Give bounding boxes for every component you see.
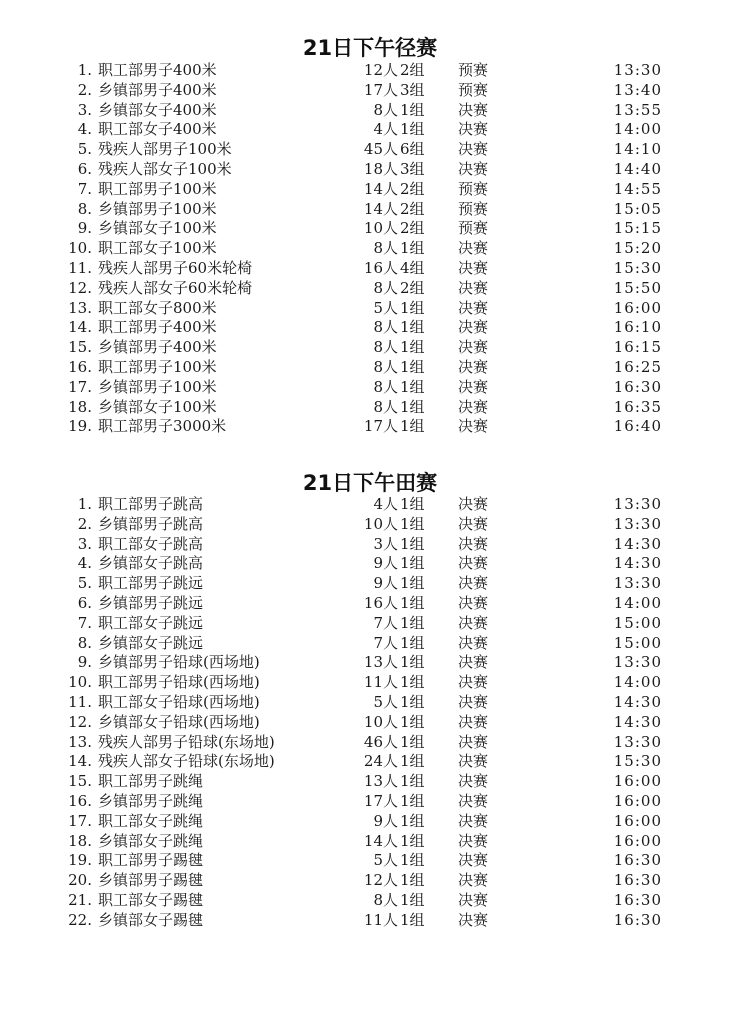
round-type: 决赛 bbox=[458, 140, 489, 159]
row-number: 17. bbox=[68, 377, 92, 396]
group-count: 1组 bbox=[400, 891, 425, 909]
participant-count: 13人 bbox=[363, 653, 398, 672]
track-title: 21日下午径赛 bbox=[302, 36, 438, 60]
round-type: 决赛 bbox=[458, 792, 489, 810]
participant-count: 17人 bbox=[363, 417, 398, 436]
schedule-row bbox=[0, 61, 750, 81]
schedule-row bbox=[0, 574, 750, 594]
start-time: 16:30 bbox=[613, 891, 662, 909]
round-type: 决赛 bbox=[458, 120, 489, 139]
round-type: 决赛 bbox=[458, 358, 489, 376]
row-number: 20. bbox=[68, 871, 92, 890]
participant-count: 5人 bbox=[373, 693, 398, 711]
schedule-row bbox=[0, 81, 750, 101]
group-count: 3组 bbox=[400, 160, 425, 178]
row-number: 1. bbox=[77, 495, 92, 513]
start-time: 15:50 bbox=[613, 278, 662, 297]
schedule-row bbox=[0, 200, 750, 220]
participant-count: 4人 bbox=[373, 495, 398, 513]
row-number: 21. bbox=[68, 891, 92, 909]
event-name: 乡镇部男子跳远 bbox=[98, 594, 204, 612]
event-name: 职工部男子跳高 bbox=[98, 495, 204, 513]
event-name: 职工部男子3000米 bbox=[98, 417, 227, 436]
group-count: 1组 bbox=[400, 358, 425, 376]
group-count: 2组 bbox=[400, 219, 425, 238]
group-count: 4组 bbox=[400, 259, 425, 277]
participant-count: 8人 bbox=[373, 338, 398, 357]
round-type: 决赛 bbox=[458, 278, 489, 297]
participant-count: 11人 bbox=[363, 910, 398, 929]
participant-count: 17人 bbox=[363, 792, 398, 810]
group-count: 1组 bbox=[400, 397, 425, 416]
group-count: 3组 bbox=[400, 80, 425, 99]
row-number: 6. bbox=[77, 160, 92, 178]
start-time: 14:00 bbox=[613, 673, 662, 692]
row-number: 6. bbox=[77, 594, 92, 612]
event-name: 残疾人部男子100米 bbox=[98, 140, 232, 159]
start-time: 14:30 bbox=[613, 534, 662, 553]
row-number: 5. bbox=[77, 140, 92, 159]
round-type: 决赛 bbox=[458, 574, 489, 593]
round-type: 决赛 bbox=[458, 377, 489, 396]
row-number: 16. bbox=[68, 792, 92, 810]
row-number: 13. bbox=[68, 298, 92, 317]
round-type: 决赛 bbox=[458, 851, 489, 870]
participant-count: 8人 bbox=[373, 358, 398, 376]
start-time: 15:00 bbox=[613, 613, 662, 632]
row-number: 10. bbox=[68, 239, 92, 258]
round-type: 预赛 bbox=[458, 179, 489, 198]
round-type: 决赛 bbox=[458, 417, 489, 436]
round-type: 决赛 bbox=[458, 160, 489, 178]
event-name: 职工部男子踢毽 bbox=[98, 851, 204, 870]
start-time: 14:30 bbox=[613, 693, 662, 711]
row-number: 9. bbox=[77, 219, 92, 238]
start-time: 14:40 bbox=[613, 160, 662, 178]
participant-count: 8人 bbox=[373, 397, 398, 416]
group-count: 1组 bbox=[400, 732, 425, 751]
schedule-row bbox=[0, 752, 750, 772]
round-type: 决赛 bbox=[458, 673, 489, 692]
round-type: 决赛 bbox=[458, 514, 489, 533]
schedule-row bbox=[0, 653, 750, 673]
schedule-row bbox=[0, 120, 750, 140]
group-count: 1组 bbox=[400, 831, 425, 850]
schedule-row bbox=[0, 911, 750, 931]
round-type: 预赛 bbox=[458, 219, 489, 238]
event-name: 乡镇部男子100米 bbox=[98, 199, 217, 218]
group-count: 1组 bbox=[400, 693, 425, 711]
event-name: 乡镇部男子跳绳 bbox=[98, 792, 204, 810]
row-number: 19. bbox=[68, 417, 92, 436]
round-type: 决赛 bbox=[458, 239, 489, 258]
group-count: 1组 bbox=[400, 318, 425, 337]
row-number: 2. bbox=[77, 514, 92, 533]
participant-count: 14人 bbox=[363, 199, 398, 218]
group-count: 1组 bbox=[400, 417, 425, 436]
event-name: 职工部男子铅球(西场地) bbox=[98, 673, 260, 692]
row-number: 13. bbox=[68, 732, 92, 751]
schedule-row bbox=[0, 535, 750, 555]
event-name: 职工部女子踢毽 bbox=[98, 891, 204, 909]
start-time: 13:30 bbox=[613, 732, 662, 751]
round-type: 决赛 bbox=[458, 534, 489, 553]
row-number: 18. bbox=[68, 397, 92, 416]
row-number: 3. bbox=[77, 100, 92, 119]
round-type: 决赛 bbox=[458, 772, 489, 791]
event-name: 职工部女子跳绳 bbox=[98, 811, 204, 830]
row-number: 7. bbox=[77, 613, 92, 632]
group-count: 1组 bbox=[400, 633, 425, 652]
participant-count: 10人 bbox=[363, 712, 398, 731]
event-name: 职工部女子100米 bbox=[98, 239, 217, 258]
schedule-row bbox=[0, 733, 750, 753]
round-type: 决赛 bbox=[458, 100, 489, 119]
group-count: 1组 bbox=[400, 910, 425, 929]
round-type: 决赛 bbox=[458, 831, 489, 850]
row-number: 22. bbox=[68, 910, 92, 929]
schedule-row bbox=[0, 318, 750, 338]
start-time: 16:35 bbox=[613, 397, 662, 416]
event-name: 职工部男子跳绳 bbox=[98, 772, 204, 791]
start-time: 16:00 bbox=[613, 772, 662, 791]
participant-count: 5人 bbox=[373, 298, 398, 317]
event-name: 乡镇部女子跳高 bbox=[98, 554, 204, 573]
row-number: 9. bbox=[77, 653, 92, 672]
group-count: 1组 bbox=[400, 851, 425, 870]
event-name: 残疾人部女子铅球(东场地) bbox=[98, 752, 275, 771]
event-name: 乡镇部男子踢毽 bbox=[98, 871, 204, 890]
row-number: 4. bbox=[77, 120, 92, 139]
group-count: 1组 bbox=[400, 239, 425, 258]
start-time: 13:30 bbox=[613, 495, 662, 513]
round-type: 决赛 bbox=[458, 752, 489, 771]
start-time: 14:30 bbox=[613, 712, 662, 731]
participant-count: 16人 bbox=[363, 594, 398, 612]
event-name: 乡镇部女子400米 bbox=[98, 100, 217, 119]
round-type: 决赛 bbox=[458, 259, 489, 277]
event-name: 职工部女子跳远 bbox=[98, 613, 204, 632]
start-time: 14:00 bbox=[613, 594, 662, 612]
group-count: 1组 bbox=[400, 871, 425, 890]
event-name: 乡镇部男子跳高 bbox=[98, 514, 204, 533]
round-type: 决赛 bbox=[458, 871, 489, 890]
row-number: 17. bbox=[68, 811, 92, 830]
row-number: 12. bbox=[68, 278, 92, 297]
field-title: 21日下午田赛 bbox=[302, 471, 438, 495]
start-time: 16:30 bbox=[613, 377, 662, 396]
participant-count: 46人 bbox=[363, 732, 398, 751]
round-type: 决赛 bbox=[458, 712, 489, 731]
start-time: 15:20 bbox=[613, 239, 662, 258]
schedule-row bbox=[0, 140, 750, 160]
start-time: 14:10 bbox=[613, 140, 662, 159]
participant-count: 8人 bbox=[373, 239, 398, 258]
round-type: 决赛 bbox=[458, 495, 489, 513]
round-type: 预赛 bbox=[458, 80, 489, 99]
row-number: 10. bbox=[68, 673, 92, 692]
row-number: 16. bbox=[68, 358, 92, 376]
event-name: 乡镇部女子跳绳 bbox=[98, 831, 204, 850]
start-time: 16:40 bbox=[613, 417, 662, 436]
start-time: 16:00 bbox=[613, 831, 662, 850]
round-type: 决赛 bbox=[458, 732, 489, 751]
row-number: 4. bbox=[77, 554, 92, 573]
participant-count: 8人 bbox=[373, 100, 398, 119]
row-number: 2. bbox=[77, 80, 92, 99]
participant-count: 9人 bbox=[373, 811, 398, 830]
row-number: 14. bbox=[68, 318, 92, 337]
event-name: 职工部女子跳高 bbox=[98, 534, 204, 553]
row-number: 7. bbox=[77, 179, 92, 198]
schedule-row bbox=[0, 338, 750, 358]
event-name: 残疾人部女子60米轮椅 bbox=[98, 278, 253, 297]
start-time: 15:00 bbox=[613, 633, 662, 652]
group-count: 2组 bbox=[400, 179, 425, 198]
group-count: 2组 bbox=[400, 61, 425, 79]
event-name: 乡镇部男子铅球(西场地) bbox=[98, 653, 260, 672]
schedule-row bbox=[0, 554, 750, 574]
group-count: 1组 bbox=[400, 377, 425, 396]
group-count: 2组 bbox=[400, 199, 425, 218]
event-name: 乡镇部女子踢毽 bbox=[98, 910, 204, 929]
group-count: 1组 bbox=[400, 673, 425, 692]
event-name: 职工部女子铅球(西场地) bbox=[98, 693, 260, 711]
start-time: 16:15 bbox=[613, 338, 662, 357]
schedule-row bbox=[0, 832, 750, 852]
participant-count: 24人 bbox=[363, 752, 398, 771]
participant-count: 10人 bbox=[363, 219, 398, 238]
group-count: 6组 bbox=[400, 140, 425, 159]
schedule-row bbox=[0, 693, 750, 713]
schedule-row bbox=[0, 515, 750, 535]
event-name: 残疾人部女子100米 bbox=[98, 160, 232, 178]
participant-count: 13人 bbox=[363, 772, 398, 791]
schedule-row bbox=[0, 634, 750, 654]
row-number: 3. bbox=[77, 534, 92, 553]
group-count: 1组 bbox=[400, 534, 425, 553]
row-number: 1. bbox=[77, 61, 92, 79]
group-count: 1组 bbox=[400, 772, 425, 791]
round-type: 预赛 bbox=[458, 199, 489, 218]
schedule-row bbox=[0, 378, 750, 398]
schedule-row bbox=[0, 713, 750, 733]
participant-count: 12人 bbox=[363, 61, 398, 79]
round-type: 决赛 bbox=[458, 811, 489, 830]
schedule-row bbox=[0, 180, 750, 200]
start-time: 15:30 bbox=[613, 259, 662, 277]
event-name: 职工部男子400米 bbox=[98, 318, 217, 337]
group-count: 1组 bbox=[400, 613, 425, 632]
schedule-row bbox=[0, 871, 750, 891]
schedule-row bbox=[0, 219, 750, 239]
participant-count: 12人 bbox=[363, 871, 398, 890]
participant-count: 8人 bbox=[373, 278, 398, 297]
event-name: 乡镇部女子跳远 bbox=[98, 633, 204, 652]
event-name: 乡镇部男子400米 bbox=[98, 338, 217, 357]
row-number: 18. bbox=[68, 831, 92, 850]
start-time: 15:30 bbox=[613, 752, 662, 771]
start-time: 13:40 bbox=[613, 80, 662, 99]
schedule-row bbox=[0, 259, 750, 279]
round-type: 决赛 bbox=[458, 910, 489, 929]
row-number: 8. bbox=[77, 633, 92, 652]
schedule-row bbox=[0, 792, 750, 812]
schedule-row bbox=[0, 239, 750, 259]
schedule-row bbox=[0, 279, 750, 299]
schedule-row bbox=[0, 772, 750, 792]
participant-count: 14人 bbox=[363, 831, 398, 850]
start-time: 15:15 bbox=[613, 219, 662, 238]
event-name: 乡镇部男子400米 bbox=[98, 80, 217, 99]
start-time: 14:55 bbox=[613, 179, 662, 198]
group-count: 1组 bbox=[400, 120, 425, 139]
event-name: 职工部女子400米 bbox=[98, 120, 217, 139]
group-count: 1组 bbox=[400, 298, 425, 317]
group-count: 1组 bbox=[400, 574, 425, 593]
round-type: 决赛 bbox=[458, 653, 489, 672]
event-name: 职工部男子跳远 bbox=[98, 574, 204, 593]
event-name: 残疾人部男子铅球(东场地) bbox=[98, 732, 275, 751]
participant-count: 18人 bbox=[363, 160, 398, 178]
row-number: 15. bbox=[68, 338, 92, 357]
schedule-row bbox=[0, 101, 750, 121]
event-name: 乡镇部女子100米 bbox=[98, 219, 217, 238]
group-count: 1组 bbox=[400, 338, 425, 357]
schedule-row bbox=[0, 299, 750, 319]
event-name: 职工部男子100米 bbox=[98, 179, 217, 198]
start-time: 16:30 bbox=[613, 851, 662, 870]
schedule-row bbox=[0, 614, 750, 634]
participant-count: 9人 bbox=[373, 574, 398, 593]
start-time: 13:30 bbox=[613, 514, 662, 533]
row-number: 19. bbox=[68, 851, 92, 870]
event-name: 职工部男子400米 bbox=[98, 61, 217, 79]
participant-count: 3人 bbox=[373, 534, 398, 553]
schedule-row bbox=[0, 160, 750, 180]
participant-count: 7人 bbox=[373, 613, 398, 632]
group-count: 1组 bbox=[400, 792, 425, 810]
schedule-row bbox=[0, 358, 750, 378]
start-time: 16:10 bbox=[613, 318, 662, 337]
schedule-row bbox=[0, 673, 750, 693]
participant-count: 5人 bbox=[373, 851, 398, 870]
start-time: 16:25 bbox=[613, 358, 662, 376]
group-count: 1组 bbox=[400, 752, 425, 771]
group-count: 1组 bbox=[400, 100, 425, 119]
row-number: 5. bbox=[77, 574, 92, 593]
row-number: 14. bbox=[68, 752, 92, 771]
participant-count: 14人 bbox=[363, 179, 398, 198]
schedule-row bbox=[0, 812, 750, 832]
schedule-row bbox=[0, 417, 750, 437]
start-time: 16:00 bbox=[613, 811, 662, 830]
start-time: 15:05 bbox=[613, 199, 662, 218]
group-count: 1组 bbox=[400, 653, 425, 672]
row-number: 8. bbox=[77, 199, 92, 218]
round-type: 决赛 bbox=[458, 594, 489, 612]
participant-count: 8人 bbox=[373, 891, 398, 909]
round-type: 决赛 bbox=[458, 397, 489, 416]
start-time: 16:30 bbox=[613, 910, 662, 929]
start-time: 14:30 bbox=[613, 554, 662, 573]
start-time: 13:30 bbox=[613, 574, 662, 593]
round-type: 预赛 bbox=[458, 61, 489, 79]
row-number: 11. bbox=[68, 259, 92, 277]
round-type: 决赛 bbox=[458, 891, 489, 909]
participant-count: 8人 bbox=[373, 318, 398, 337]
participant-count: 4人 bbox=[373, 120, 398, 139]
participant-count: 11人 bbox=[363, 673, 398, 692]
event-name: 乡镇部女子铅球(西场地) bbox=[98, 712, 260, 731]
event-name: 职工部女子800米 bbox=[98, 298, 217, 317]
group-count: 1组 bbox=[400, 495, 425, 513]
event-name: 职工部男子100米 bbox=[98, 358, 217, 376]
schedule-row bbox=[0, 891, 750, 911]
schedule-row bbox=[0, 495, 750, 515]
start-time: 13:30 bbox=[613, 61, 662, 79]
group-count: 1组 bbox=[400, 712, 425, 731]
participant-count: 16人 bbox=[363, 259, 398, 277]
round-type: 决赛 bbox=[458, 613, 489, 632]
group-count: 2组 bbox=[400, 278, 425, 297]
round-type: 决赛 bbox=[458, 633, 489, 652]
participant-count: 17人 bbox=[363, 80, 398, 99]
participant-count: 10人 bbox=[363, 514, 398, 533]
participant-count: 9人 bbox=[373, 554, 398, 573]
event-name: 乡镇部男子100米 bbox=[98, 377, 217, 396]
group-count: 1组 bbox=[400, 811, 425, 830]
row-number: 11. bbox=[68, 693, 92, 711]
event-name: 残疾人部男子60米轮椅 bbox=[98, 259, 253, 277]
group-count: 1组 bbox=[400, 554, 425, 573]
start-time: 13:55 bbox=[613, 100, 662, 119]
row-number: 15. bbox=[68, 772, 92, 791]
start-time: 16:30 bbox=[613, 871, 662, 890]
group-count: 1组 bbox=[400, 594, 425, 612]
event-name: 乡镇部女子100米 bbox=[98, 397, 217, 416]
round-type: 决赛 bbox=[458, 554, 489, 573]
start-time: 16:00 bbox=[613, 298, 662, 317]
round-type: 决赛 bbox=[458, 318, 489, 337]
schedule-row bbox=[0, 851, 750, 871]
participant-count: 8人 bbox=[373, 377, 398, 396]
round-type: 决赛 bbox=[458, 338, 489, 357]
start-time: 16:00 bbox=[613, 792, 662, 810]
participant-count: 7人 bbox=[373, 633, 398, 652]
schedule-row bbox=[0, 398, 750, 418]
row-number: 12. bbox=[68, 712, 92, 731]
group-count: 1组 bbox=[400, 514, 425, 533]
participant-count: 45人 bbox=[363, 140, 398, 159]
start-time: 13:30 bbox=[613, 653, 662, 672]
round-type: 决赛 bbox=[458, 298, 489, 317]
start-time: 14:00 bbox=[613, 120, 662, 139]
round-type: 决赛 bbox=[458, 693, 489, 711]
schedule-row bbox=[0, 594, 750, 614]
